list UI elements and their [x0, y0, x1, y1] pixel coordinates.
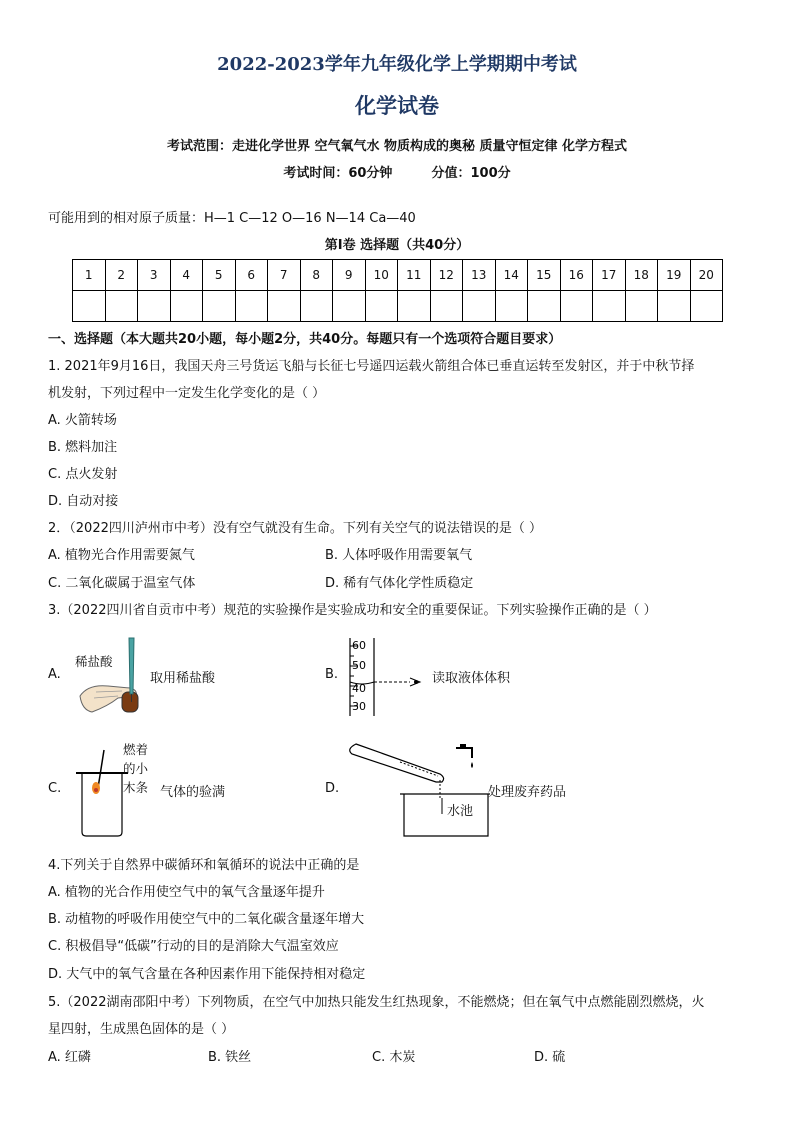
- grid-number: 1: [73, 260, 106, 291]
- q1-option-d[interactable]: D. 自动对接: [48, 494, 119, 509]
- q3-option-b-letter[interactable]: B.: [325, 667, 339, 682]
- answer-cell[interactable]: [268, 291, 301, 322]
- q2-option-a[interactable]: A. 植物光合作用需要氮气: [48, 548, 195, 563]
- q3-c-label1: 燃着: [123, 742, 149, 757]
- q5-stem-line1: 5.（2022湖南邵阳中考）下列物质，在空气中加热只能发生红热现象，不能燃烧；但在氧气中点燃能剧烈燃烧，火: [48, 995, 705, 1010]
- answer-grid-blanks: [73, 291, 723, 322]
- q3-a-label: 稀盐酸: [75, 654, 113, 669]
- grid-number: 11: [398, 260, 431, 291]
- answer-cell[interactable]: [138, 291, 171, 322]
- tick-label: 30: [352, 700, 366, 713]
- dropper-illustration: [78, 636, 148, 718]
- q1-stem-line1: 1. 2021年9月16日，我国天舟三号货运飞船与长征七号遥四运载火箭组合体已垂直运转至发射区，并于中秋节择: [48, 359, 695, 374]
- section-title: 第Ⅰ卷 选择题（共40分）: [324, 238, 470, 253]
- q4-option-b[interactable]: B. 动植物的呼吸作用使空气中的二氧化碳含量逐年增大: [48, 912, 365, 927]
- q3-d-sink-label: 水池: [447, 804, 474, 819]
- grid-number: 6: [235, 260, 268, 291]
- grid-number: 7: [268, 260, 301, 291]
- grid-number: 3: [138, 260, 171, 291]
- exam-title: 2022-2023学年九年级化学上学期期中考试: [217, 54, 577, 75]
- grid-number: 15: [528, 260, 561, 291]
- q2-option-b[interactable]: B. 人体呼吸作用需要氧气: [325, 548, 473, 563]
- q2-option-d[interactable]: D. 稀有气体化学性质稳定: [325, 576, 474, 591]
- answer-cell[interactable]: [560, 291, 593, 322]
- section1-heading: 一、选择题（本大题共20小题，每小题2分，共40分。每题只有一个选项符合题目要求）: [48, 332, 562, 347]
- answer-cell[interactable]: [430, 291, 463, 322]
- answer-cell[interactable]: [625, 291, 658, 322]
- answer-cell[interactable]: [398, 291, 431, 322]
- answer-cell[interactable]: [690, 291, 723, 322]
- q4-stem: 4.下列关于自然界中碳循环和氧循环的说法中正确的是: [48, 858, 360, 873]
- exam-score: 分值：100分: [431, 166, 511, 181]
- grid-number: 19: [658, 260, 691, 291]
- q5-option-b[interactable]: B. 铁丝: [208, 1050, 252, 1065]
- tick-label: 40: [352, 682, 366, 695]
- grid-number: 13: [463, 260, 496, 291]
- q1-stem-line2: 机发射，下列过程中一定发生化学变化的是（ ）: [48, 386, 326, 401]
- q3-option-d-letter[interactable]: D.: [325, 781, 340, 796]
- grid-number: 14: [495, 260, 528, 291]
- answer-cell[interactable]: [333, 291, 366, 322]
- grid-number: 18: [625, 260, 658, 291]
- q5-stem-line2: 星四射，生成黑色固体的是（ ）: [48, 1022, 235, 1037]
- answer-cell[interactable]: [658, 291, 691, 322]
- atomic-masses: 可能用到的相对原子质量：H—1 C—12 O—16 N—14 Ca—40: [48, 211, 416, 226]
- q5-option-d[interactable]: D. 硫: [534, 1050, 566, 1065]
- q3-c-label2: 的小: [123, 761, 149, 776]
- q4-option-a[interactable]: A. 植物的光合作用使空气中的氧气含量逐年提升: [48, 885, 325, 900]
- answer-cell[interactable]: [170, 291, 203, 322]
- grid-number: 10: [365, 260, 398, 291]
- q3-option-d-caption: 处理废弃药品: [488, 785, 567, 800]
- q4-option-c[interactable]: C. 积极倡导“低碳”行动的目的是消除大气温室效应: [48, 939, 339, 954]
- q3-option-c-caption: 气体的验满: [160, 785, 226, 800]
- grid-number: 4: [170, 260, 203, 291]
- q1-option-b[interactable]: B. 燃料加注: [48, 440, 118, 455]
- exam-subtitle: 化学试卷: [355, 93, 439, 118]
- q3-option-a-caption: 取用稀盐酸: [150, 671, 216, 686]
- q3-c-label3: 木条: [123, 780, 149, 795]
- answer-cell[interactable]: [528, 291, 561, 322]
- answer-cell[interactable]: [73, 291, 106, 322]
- answer-cell[interactable]: [495, 291, 528, 322]
- q2-stem: 2．（2022四川泸州市中考）没有空气就没有生命。下列有关空气的说法错误的是（ ）: [48, 521, 542, 536]
- grid-number: 12: [430, 260, 463, 291]
- graduated-cylinder: [340, 636, 430, 718]
- q2-option-c[interactable]: C. 二氧化碳属于温室气体: [48, 576, 196, 591]
- q3-option-a-letter[interactable]: A.: [48, 667, 61, 682]
- answer-grid-numbers: [73, 260, 723, 291]
- exam-time-score: [0, 162, 794, 181]
- grid-number: 16: [560, 260, 593, 291]
- q1-option-a[interactable]: A. 火箭转场: [48, 413, 117, 428]
- q3-option-b-caption: 读取液体体积: [432, 671, 511, 686]
- answer-cell[interactable]: [105, 291, 138, 322]
- exam-time: 考试时间：60分钟: [283, 166, 393, 181]
- answer-cell[interactable]: [365, 291, 398, 322]
- tick-label: 50: [352, 659, 366, 672]
- grid-number: 9: [333, 260, 366, 291]
- q5-option-c[interactable]: C. 木炭: [372, 1050, 416, 1065]
- q5-option-a[interactable]: A. 红磷: [48, 1050, 91, 1065]
- answer-cell[interactable]: [463, 291, 496, 322]
- q3-option-c-letter[interactable]: C.: [48, 781, 62, 796]
- q1-option-c[interactable]: C. 点火发射: [48, 467, 118, 482]
- exam-scope: 考试范围：走进化学世界 空气氧气水 物质构成的奥秘 质量守恒定律 化学方程式: [166, 139, 628, 154]
- answer-cell[interactable]: [235, 291, 268, 322]
- answer-cell[interactable]: [300, 291, 333, 322]
- answer-grid: [72, 259, 723, 322]
- grid-number: 5: [203, 260, 236, 291]
- grid-number: 2: [105, 260, 138, 291]
- tick-label: 60: [352, 639, 366, 652]
- answer-cell[interactable]: [203, 291, 236, 322]
- answer-cell[interactable]: [593, 291, 626, 322]
- waste-disposal-illustration: [340, 740, 490, 838]
- grid-number: 17: [593, 260, 626, 291]
- q4-option-d[interactable]: D. 大气中的氧气含量在各种因素作用下能保持相对稳定: [48, 967, 366, 982]
- q3-stem: 3.（2022四川省自贡市中考）规范的实验操作是实验成功和安全的重要保证。下列实验操作正确的是（ ）: [48, 603, 657, 618]
- grid-number: 8: [300, 260, 333, 291]
- grid-number: 20: [690, 260, 723, 291]
